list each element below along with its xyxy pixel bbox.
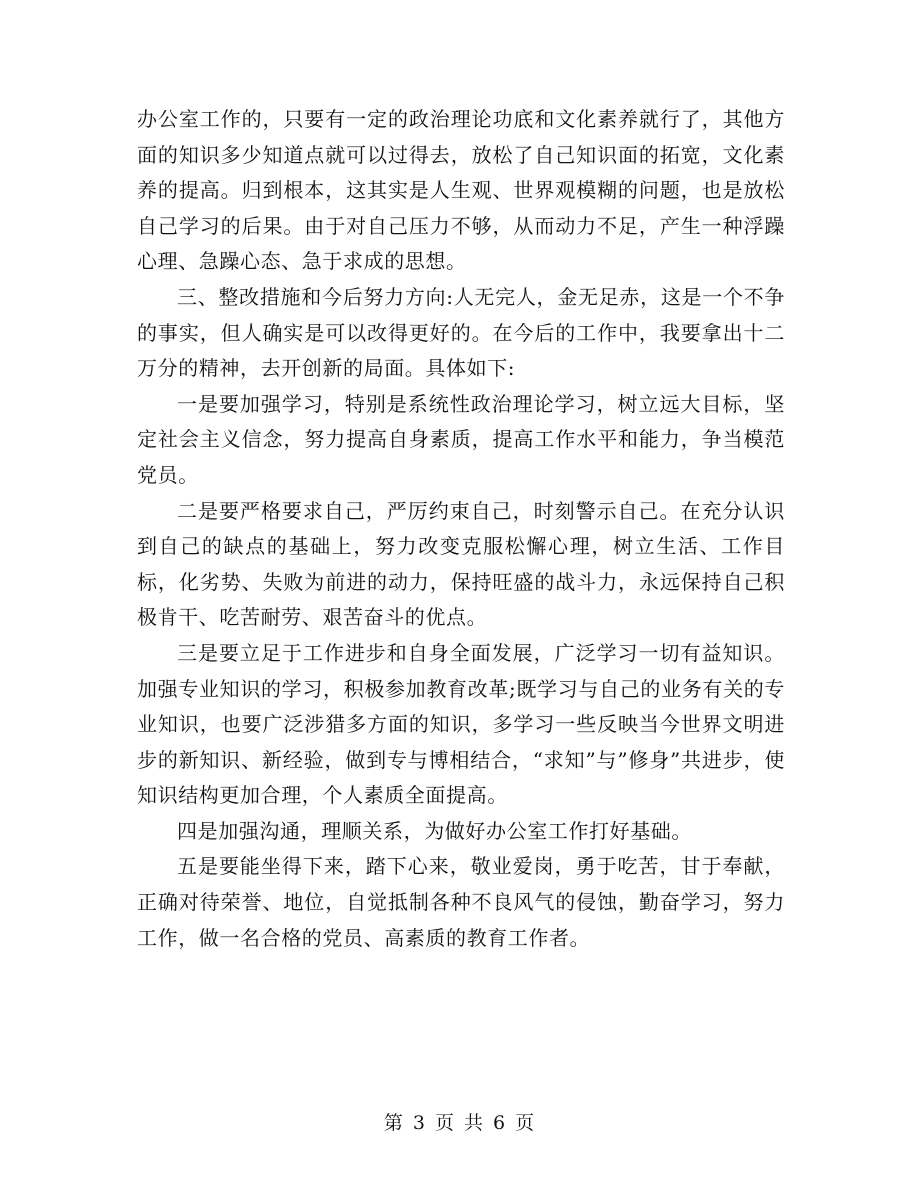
document-body (137, 102, 785, 956)
page-number-footer: 第 3 页 共 6 页 (383, 1112, 537, 1134)
paragraph-item-five: 五是要能坐得下来，踏下心来，敬业爱岗，勇于吃苦，甘于奉献，正确对待荣誉、地位，自觉抵制各种不良风气的侵蚀，勤奋学习，努力工作，做一名合格的党员、高素质的教育工作者。 (137, 854, 785, 950)
paragraph-item-three: 三是要立足于工作进步和自身全面发展，广泛学习一切有益知识。加强专业知识的学习，积极参加教育改革;既学习与自己的业务有关的专业知识，也要广泛涉猎多方面的知识，多学习一些反映当今世界文明进步的新知识、新经验，做到专与博相结合，“求知”与”修身”共进步，使知识结构更加合理，个人素质全面提高。 (137, 640, 785, 808)
paragraph-item-two: 二是要严格要求自己，严厉约束自己，时刻警示自己。在充分认识到自己的缺点的基础上，努力改变克服松懈心理，树立生活、工作目标，化劣势、失败为前进的动力，保持旺盛的战斗力，永远保持自己积极肯干、吃苦耐劳、艰苦奋斗的优点。 (137, 498, 785, 630)
paragraph-section-three-heading: 三、整改措施和今后努力方向:人无完人，金无足赤，这是一个不争的事实，但人确实是可以改得更好的。在今后的工作中，我要拿出十二万分的精神，去开创新的局面。具体如下: (137, 284, 785, 381)
paragraph-item-one: 一是要加强学习，特别是系统性政治理论学习，树立远大目标，坚定社会主义信念，努力提高自身素质，提高工作水平和能力，争当模范党员。 (137, 391, 785, 487)
paragraph-continuation: 办公室工作的，只要有一定的政治理论功底和文化素养就行了，其他方面的知识多少知道点就可以过得去，放松了自己知识面的拓宽，文化素养的提高。归到根本，这其实是人生观、世界观模糊的问题，也是放松自己学习的后果。由于对自己压力不够，从而动力不足，产生一种浮躁心理、急躁心态、急于求成的思想。 (137, 107, 785, 274)
paragraph-item-four: 四是加强沟通，理顺关系，为做好办公室工作打好基础。 (177, 818, 692, 843)
